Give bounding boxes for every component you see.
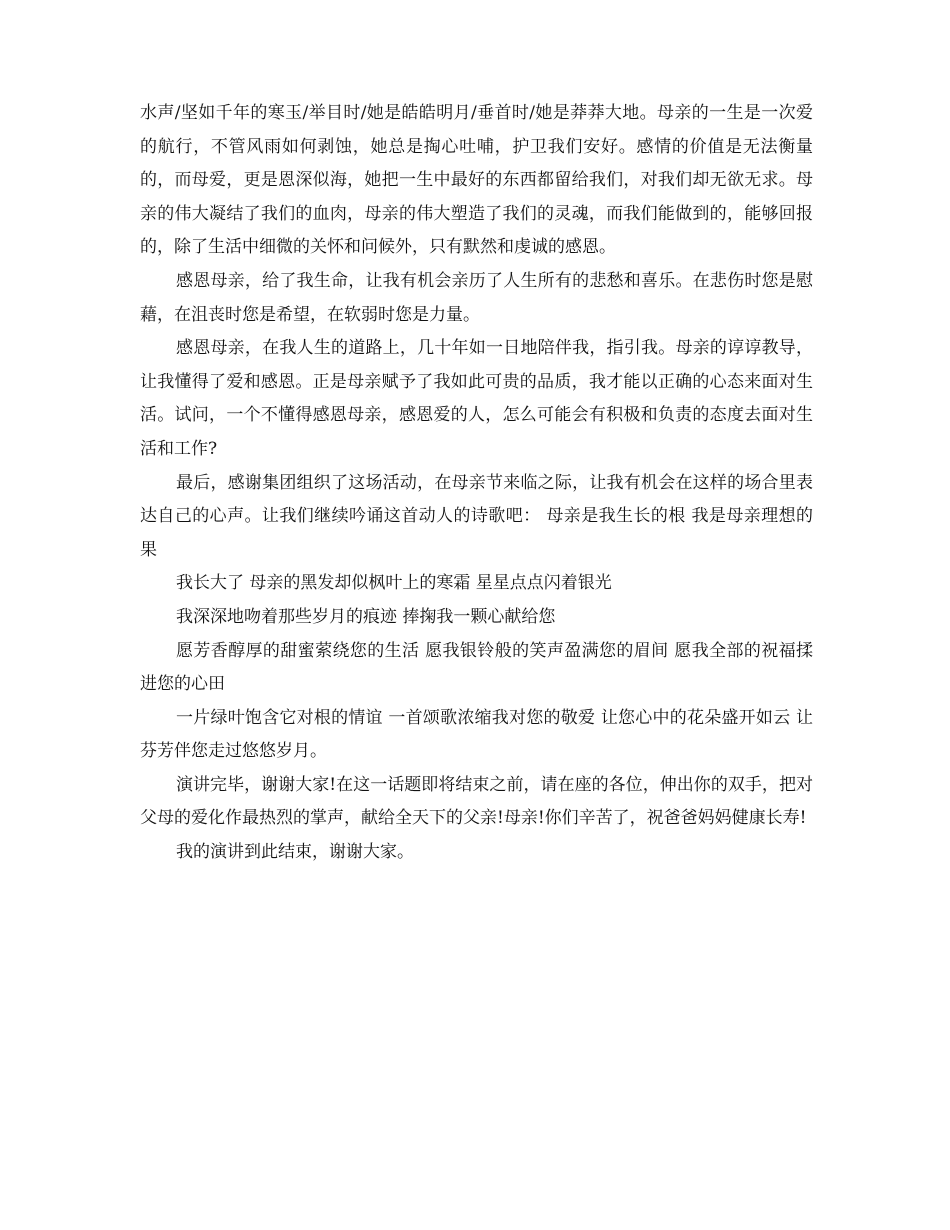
paragraph-gratitude-guidance: 感恩母亲，在我人生的道路上，几十年如一日地陪伴我，指引我。母亲的谆谆教导，让我懂得了爱和感恩。正是母亲赋予了我如此可贵的品质，我才能以正确的心态来面对生活。试问，一个不懂得感恩母亲，感恩爱的人，怎么可能会有积极和负责的态度去面对生活和工作? [140, 338, 813, 459]
document-body [140, 97, 813, 870]
poem-line: 愿芳香醇厚的甜蜜萦绕您的生活 愿我银铃般的笑声盈满您的眉间 愿我全部的祝福揉进您的心田 [140, 640, 813, 695]
poem-line: 我长大了 母亲的黑发却似枫叶上的寒霜 星星点点闪着银光 [176, 573, 612, 594]
paragraph-speech-end: 演讲完毕，谢谢大家!在这一话题即将结束之前，请在座的各位，伸出你的双手，把对父母的爱化作最热烈的掌声，献给全天下的父亲!母亲!你们辛苦了，祝爸爸妈妈健康长寿! [140, 774, 813, 829]
paragraph-closing-thanks: 最后，感谢集团组织了这场活动，在母亲节来临之际，让我有机会在这样的场合里表达自己的心声。让我们继续吟诵这首动人的诗歌吧： 母亲是我生长的根 我是母亲理想的果 [140, 472, 813, 560]
paragraph-continuation: 水声/坚如千年的寒玉/举目时/她是皓皓明月/垂首时/她是莽莽大地。母亲的一生是一次爱的航行，不管风雨如何剥蚀，她总是掏心吐哺，护卫我们安好。感情的价值是无法衡量的，而母爱，更是恩深似海，她把一生中最好的东西都留给我们，对我们却无欲无求。母亲的伟大凝结了我们的血肉，母亲的伟大塑造了我们的灵魂，而我们能做到的，能够回报的，除了生活中细微的关怀和问候外，只有默然和虔诚的感恩。 [140, 103, 813, 258]
paragraph-final-thanks: 我的演讲到此结束，谢谢大家。 [176, 842, 414, 863]
paragraph-gratitude-life: 感恩母亲，给了我生命，让我有机会亲历了人生所有的悲愁和喜乐。在悲伤时您是慰藉，在沮丧时您是希望，在软弱时您是力量。 [140, 270, 813, 325]
poem-line: 一片绿叶饱含它对根的情谊 一首颂歌浓缩我对您的敬爱 让您心中的花朵盛开如云 让芬芳伴您走过悠悠岁月。 [140, 707, 813, 762]
poem-line: 我深深地吻着那些岁月的痕迹 捧掬我一颗心献给您 [176, 606, 556, 627]
